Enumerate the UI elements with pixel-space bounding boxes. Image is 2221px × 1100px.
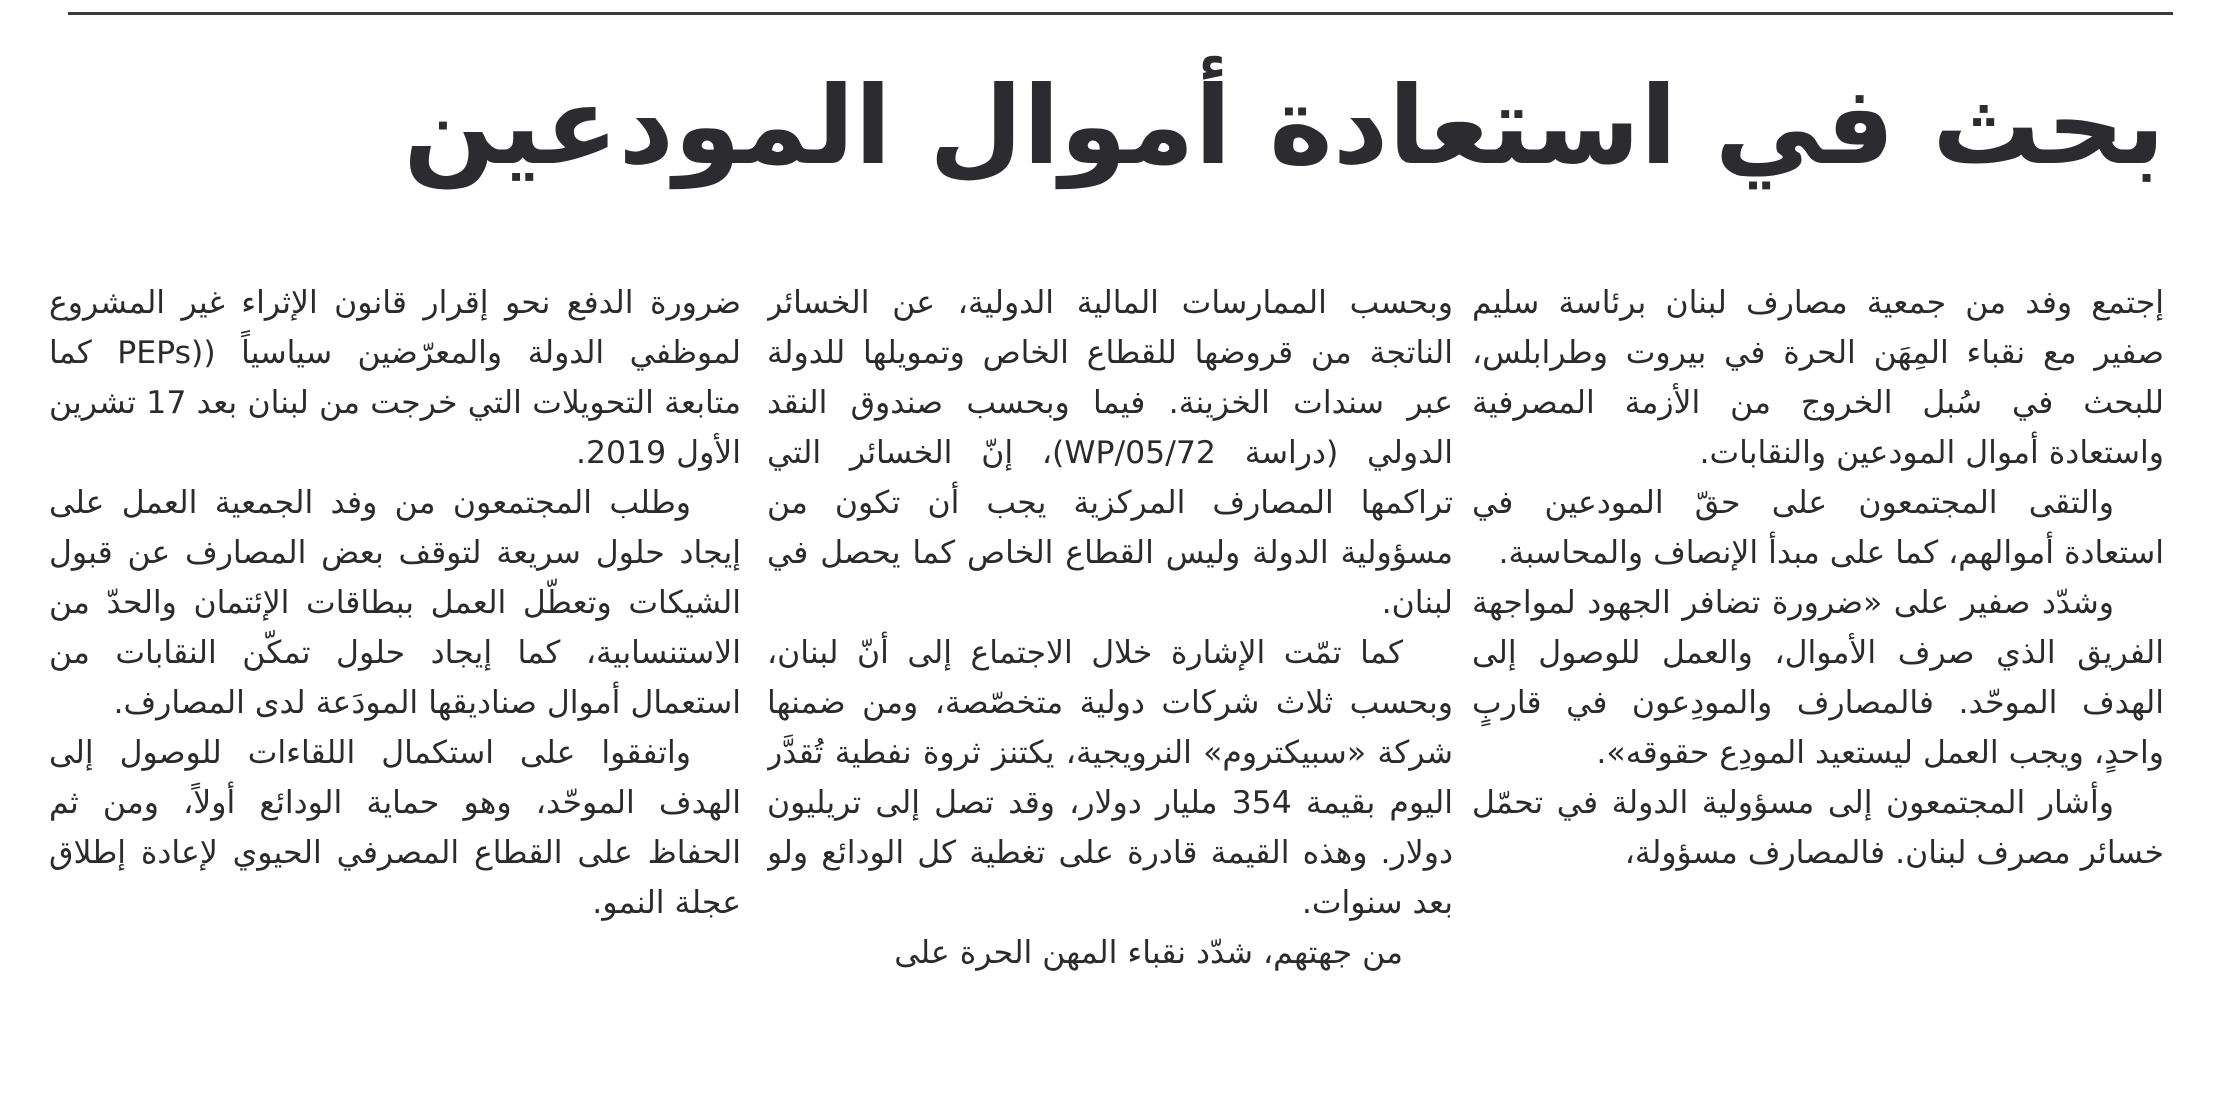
article-column-3 [49, 278, 741, 1018]
article-paragraph: وبحسب الممارسات المالية الدولية، عن الخسائر الناتجة من قروضها للقطاع الخاص وتمويلها للدولة عبر سندات الخزينة. فيما وبحسب صندوق النقد الدولي (دراسة 72/WP/05)، إنّ الخسائر التي تراكمها المصارف المركزية يجب أن تكون من مسؤولية الدولة وليس القطاع الخاص كما يحصل في لبنان. [767, 285, 1453, 621]
article-paragraph: من جهتهم، شدّد نقباء المهن الحرة على [894, 935, 1403, 971]
article-column-2 [767, 278, 1453, 1018]
article-paragraph: وأشار المجتمعون إلى مسؤولية الدولة في تحمّل خسائر مصرف لبنان. فالمصارف مسؤولة، [1472, 785, 2164, 871]
article-paragraph: وطلب المجتمعون من وفد الجمعية العمل على إيجاد حلول سريعة لتوقف بعض المصارف عن قبول الشيكات وتعطّل العمل ببطاقات الإئتمان والحدّ من الاستنسابية، كما إيجاد حلول تمكّن النقابات من استعمال أموال صناديقها المودَعة لدى المصارف. [49, 485, 741, 721]
article-paragraph: وشدّد صفير على «ضرورة تضافر الجهود لمواجهة الفريق الذي صرف الأموال، والعمل للوصول إلى الهدف الموحّد. فالمصارف والمودِعون في قاربٍ واحدٍ، ويجب العمل ليستعيد المودِع حقوقه». [1472, 585, 2164, 771]
article-paragraph: كما تمّت الإشارة خلال الاجتماع إلى أنّ لبنان، وبحسب ثلاث شركات دولية متخصّصة، ومن ضمنها شركة «سبيكتروم» النرويجية، يكتنز ثروة نفطية تُقدَّر اليوم بقيمة 354 مليار دولار، وقد تصل إلى تريليون دولار. وهذه القيمة قادرة على تغطية كل الودائع ولو بعد سنوات. [767, 635, 1453, 921]
top-divider-rule [68, 12, 2173, 15]
article-paragraph: والتقى المجتمعون على حقّ المودعين في استعادة أموالهم، كما على مبدأ الإنصاف والمحاسبة. [1472, 485, 2164, 571]
article-headline: بحث في استعادة أموال المودعين [403, 64, 2165, 189]
article-paragraph: واتفقوا على استكمال اللقاءات للوصول إلى الهدف الموحّد، وهو حماية الودائع أولاً، ومن ثم الحفاظ على القطاع المصرفي الحيوي لإعادة إطلاق عجلة النمو. [49, 735, 741, 921]
article-paragraph: إجتمع وفد من جمعية مصارف لبنان برئاسة سليم صفير مع نقباء المِهَن الحرة في بيروت وطرابلس، للبحث في سُبل الخروج من الأزمة المصرفية واستعادة أموال المودعين والنقابات. [1472, 285, 2164, 471]
article-paragraph: ضرورة الدفع نحو إقرار قانون الإثراء غير المشروع لموظفي الدولة والمعرّضين سياسياً ((PEPs كما متابعة التحويلات التي خرجت من لبنان بعد 17 تشرين الأول 2019. [49, 285, 741, 471]
article-column-1 [1472, 278, 2164, 1018]
